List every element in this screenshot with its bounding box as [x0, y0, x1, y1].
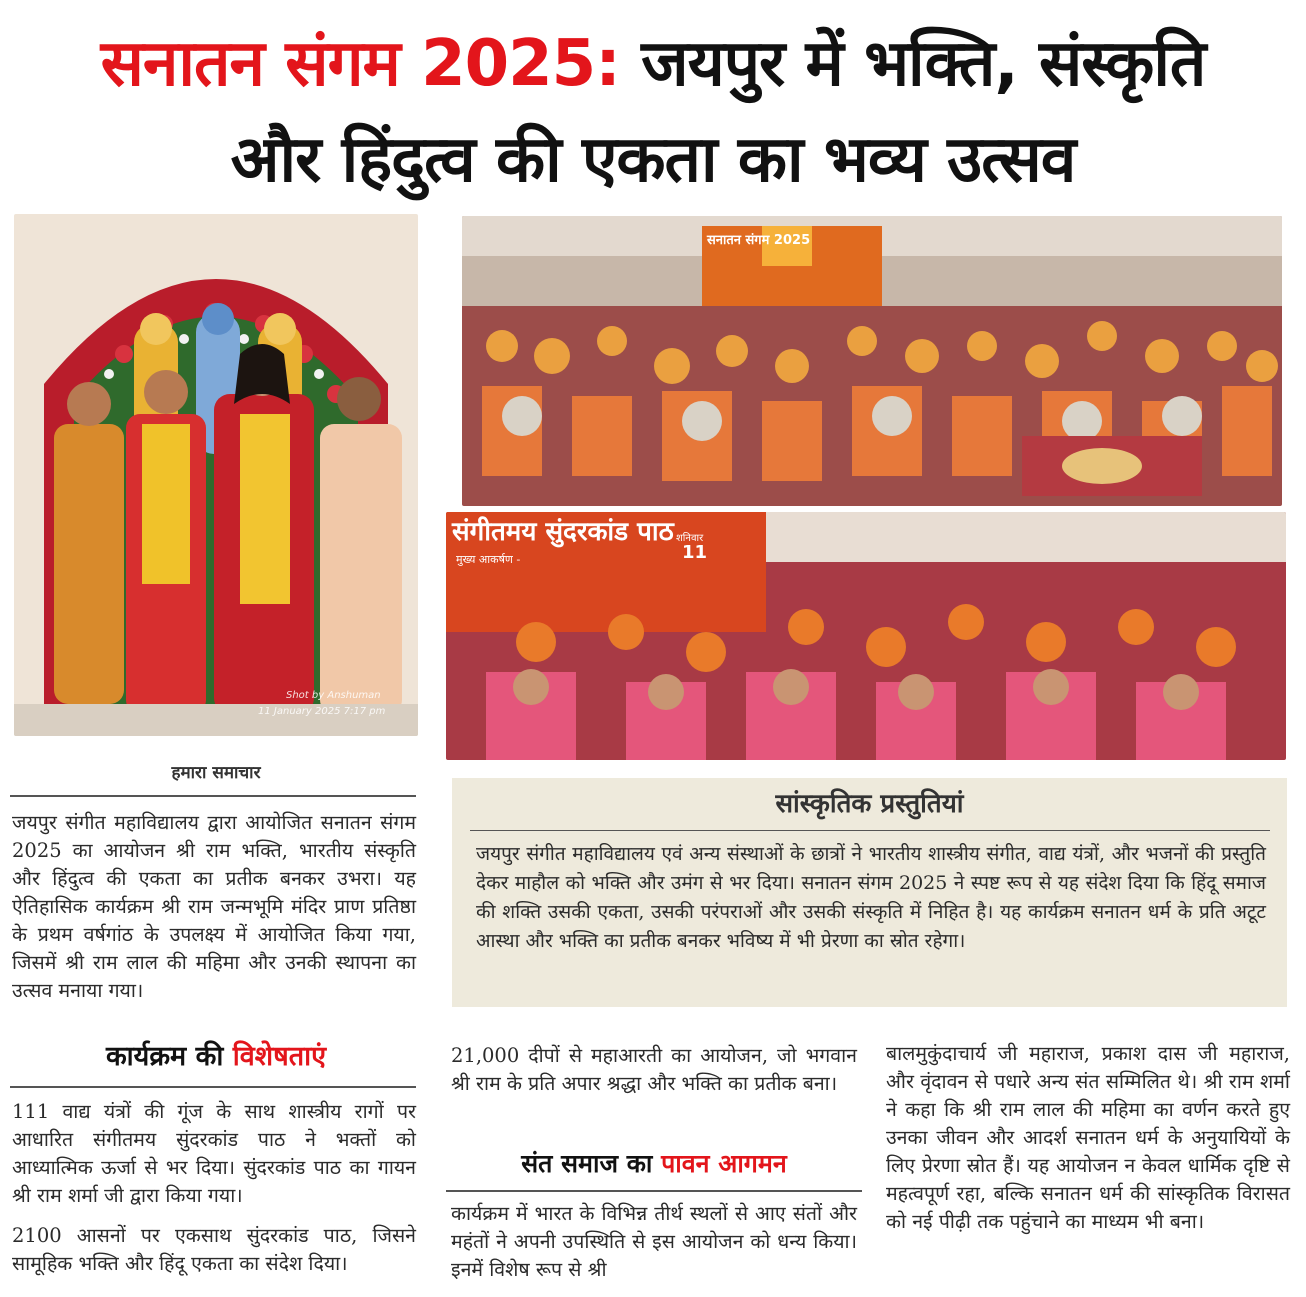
features-heading: [14, 1036, 418, 1073]
box-divider: [470, 830, 1270, 831]
photo-watermark-line-1: Shot by Anshuman: [286, 690, 381, 701]
features-heading-black: कार्यक्रम की: [105, 1041, 233, 1072]
box-paragraph: जयपुर संगीत महाविद्यालय एवं अन्य संस्थाओं के छात्रों ने भारतीय शास्त्रीय संगीत, वाद्य यंत्रों, और भजनों की प्रस्तुति देकर माहौल को भक्ति और उमंग से भर दिया। सनातन संगम 2025 ने स्पष्ट रूप से यह संदेश दिया कि हिंदू समाज की शक्ति उसकी एकता, उसकी परंपराओं और उसकी संस्कृति में निहित है। यह कार्यक्रम सनातन धर्म के प्रति अटूट आस्था और भक्ति का प्रतीक बनकर भविष्य में भी प्रेरणा का स्रोत रहेगा।: [476, 843, 1266, 952]
headline-line-2: और हिंदुत्व की एकता का भव्य उत्सव: [230, 123, 1076, 197]
saints-heading-red: पावन आगमन: [661, 1149, 787, 1178]
headline-red-part: सनातन संगम 2025:: [100, 27, 620, 101]
headline-line-1: [0, 22, 1306, 106]
recitation-banner-sub: मुख्य आकर्षण -: [456, 553, 521, 566]
middle-paragraph-2: कार्यक्रम में भारत के विभिन्न तीर्थ स्थलों से आए संतों और महंतों ने अपनी उपस्थिति से इस आयोजन को धन्य किया। इनमें विशेष रूप से श्री: [451, 1202, 857, 1281]
photo-stage-group: [14, 214, 418, 736]
box-title: सांस्कृतिक प्रस्तुतियां: [775, 789, 964, 819]
recitation-banner-number: 11: [682, 542, 708, 563]
features-heading-red: विशेषताएं: [232, 1041, 327, 1072]
features-paragraph-1: 111 वाद्य यंत्रों की गूंज के साथ शास्त्रीय रागों पर आधारित संगीतमय सुंदरकांड पाठ ने भक्तों को आध्यात्मिक ऊर्जा से भर दिया। सुंदरकांड पाठ का गायन श्री राम शर्मा जी द्वारा किया गया।: [12, 1100, 416, 1207]
saints-heading: [446, 1146, 862, 1180]
saints-heading-black: संत समाज का: [521, 1149, 662, 1178]
cultural-presentations-box: [452, 778, 1287, 1007]
byline: हमारा समाचार: [171, 763, 261, 783]
recitation-banner-title: संगीतमय सुंदरकांड पाठ: [452, 517, 674, 547]
photo-women-recitation: [446, 512, 1286, 760]
photo-hall-crowd: [462, 216, 1282, 506]
features-divider: [10, 1086, 416, 1088]
photo-watermark-line-2: 11 January 2025 7:17 pm: [258, 706, 386, 717]
hall-banner-text: सनातन संगम 2025: [707, 233, 811, 248]
saints-divider: [446, 1190, 862, 1192]
middle-paragraph-1: 21,000 दीपों से महाआरती का आयोजन, जो भगवान श्री राम के प्रति अपार श्रद्धा और भक्ति का प्रतीक बना।: [451, 1044, 857, 1095]
recitation-banner-date: शनिवार: [676, 533, 704, 544]
headline-black-part: जयपुर में भक्ति, संस्कृति: [619, 27, 1206, 101]
byline-divider: [10, 795, 416, 797]
features-paragraph-2: 2100 आसनों पर एकसाथ सुंदरकांड पाठ, जिसने सामूहिक भक्ति और हिंदू एकता का संदेश दिया।: [12, 1224, 416, 1275]
intro-paragraph: जयपुर संगीत महाविद्यालय द्वारा आयोजित सनातन संगम 2025 का आयोजन श्री राम भक्ति, भारतीय संस्कृति और हिंदुत्व की एकता का प्रतीक बनकर उभरा। यह ऐतिहासिक कार्यक्रम श्री राम जन्मभूमि मंदिर प्राण प्रतिष्ठा के प्रथम वर्षगांठ के उपलक्ष्य में आयोजित किया गया, जिसमें श्री राम लाल की महिमा और उनकी स्थापना का उत्सव मनाया गया।: [12, 811, 416, 1002]
right-column-paragraph: बालमुकुंदाचार्य जी महाराज, प्रकाश दास जी महाराज, और वृंदावन से पधारे अन्य संत सम्मिलित थे। श्री राम शर्मा ने कहा कि श्री राम लाल की महिमा का वर्णन करते हुए उनका जीवन और आदर्श सनातन धर्म के अनुयायियों के लिए प्रेरणा स्रोत हैं। यह आयोजन न केवल धार्मिक दृष्टि से महत्वपूर्ण रहा, बल्कि सनातन धर्म की सांस्कृतिक विरासत को नई पीढ़ी तक पहुंचाने का माध्यम भी बना।: [886, 1042, 1290, 1233]
